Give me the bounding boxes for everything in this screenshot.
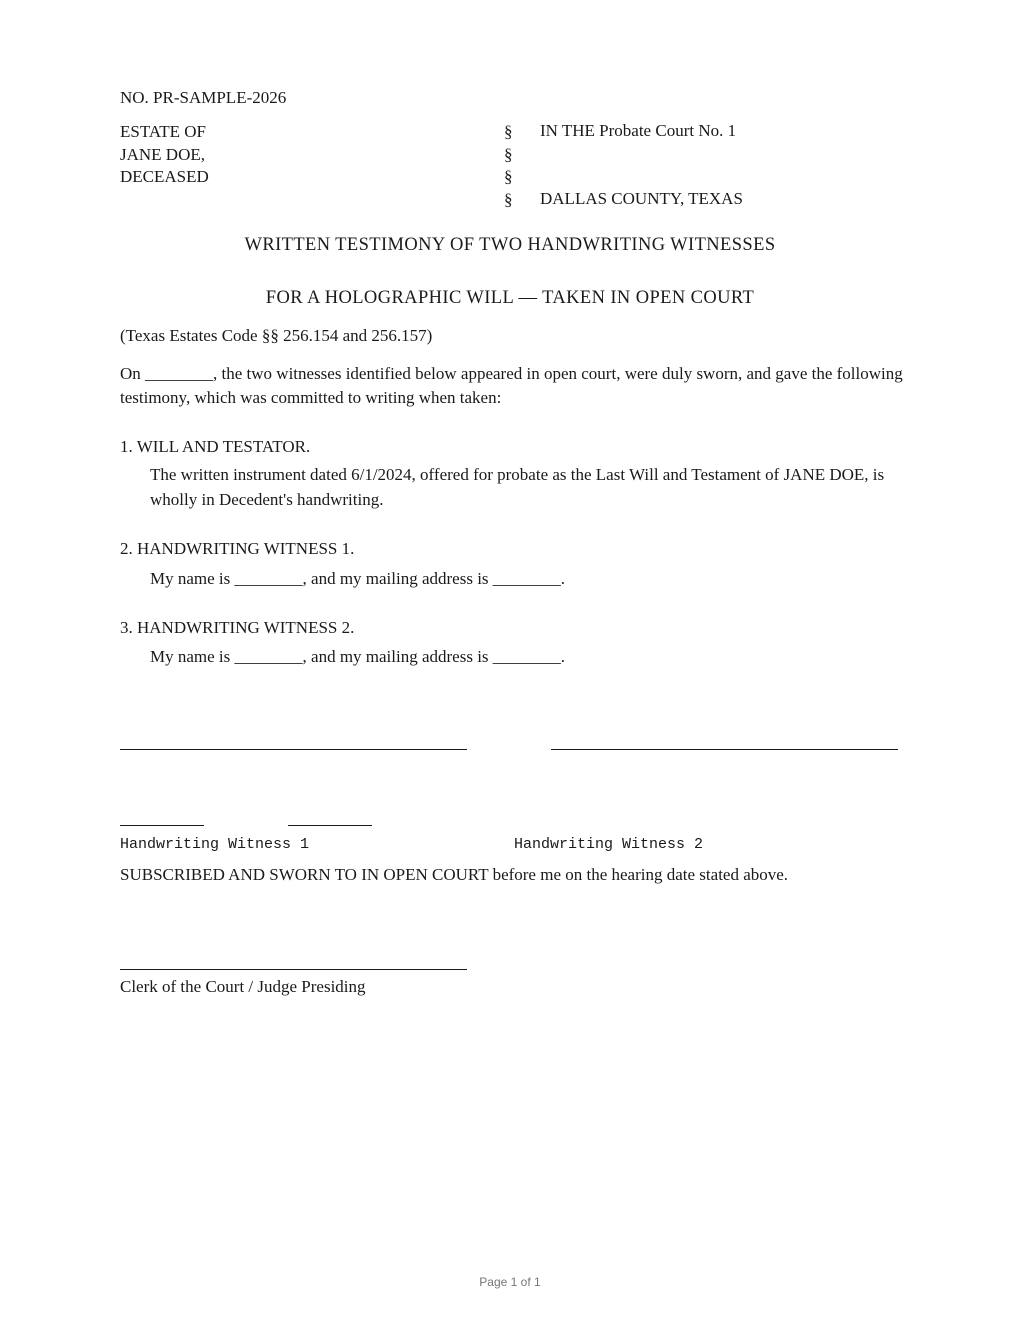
section-heading-will: 1. WILL AND TESTATOR. [120,437,311,456]
county-name: DALLAS COUNTY, TEXAS [540,189,743,208]
section-symbol: § [504,122,513,141]
document-title-line2: FOR A HOLOGRAPHIC WILL — TAKEN IN OPEN COURT [265,288,755,308]
section-body-will: The written instrument dated 6/1/2024, offered for probate as the Last Will and Testament of JANE DOE, is wholly in Decedent's handwriting. [150,465,885,509]
section-symbol: § [504,167,513,186]
section-body-witness-2: My name is ________, and my mailing address is ________. [150,647,566,666]
witness-1-label: Handwriting Witness 1 [120,836,310,853]
witness-2-signature-line[interactable] [551,749,898,750]
intro-paragraph: On ________, the two witnesses identified below appeared in open court, were duly sworn, and gave the following testimony, which was committed to writing when taken: [120,364,903,407]
witness-2-label: Handwriting Witness 2 [514,836,704,853]
witness-2-date-line[interactable] [288,825,372,826]
court-name: IN THE Probate Court No. 1 [540,121,737,140]
witness-1-signature-line[interactable] [120,749,467,750]
section-symbol: § [504,189,513,209]
sworn-statement: SUBSCRIBED AND SWORN TO IN OPEN COURT before me on the hearing date stated above. [120,865,789,884]
document-title-line1: WRITTEN TESTIMONY OF TWO HANDWRITING WITNESSES [244,235,776,255]
section-heading-witness-1: 2. HANDWRITING WITNESS 1. [120,539,355,558]
section-body-witness-1: My name is ________, and my mailing address is ________. [150,569,566,588]
page-number: Page 1 of 1 [479,1275,541,1289]
clerk-label: Clerk of the Court / Judge Presiding [120,977,366,996]
caption-line-name: JANE DOE, [120,144,205,164]
estate-caption [120,121,209,189]
section-symbol: § [504,144,513,164]
section-symbol-column [504,121,513,211]
caption-line-deceased: DECEASED [120,167,209,186]
clerk-signature-line[interactable] [120,969,467,970]
cause-number: NO. PR-SAMPLE-2026 [120,88,287,107]
caption-line-estate-of: ESTATE OF [120,122,207,141]
section-heading-witness-2: 3. HANDWRITING WITNESS 2. [120,618,355,637]
witness-1-date-line[interactable] [120,825,204,826]
statute-reference: (Texas Estates Code §§ 256.154 and 256.157) [120,326,433,345]
